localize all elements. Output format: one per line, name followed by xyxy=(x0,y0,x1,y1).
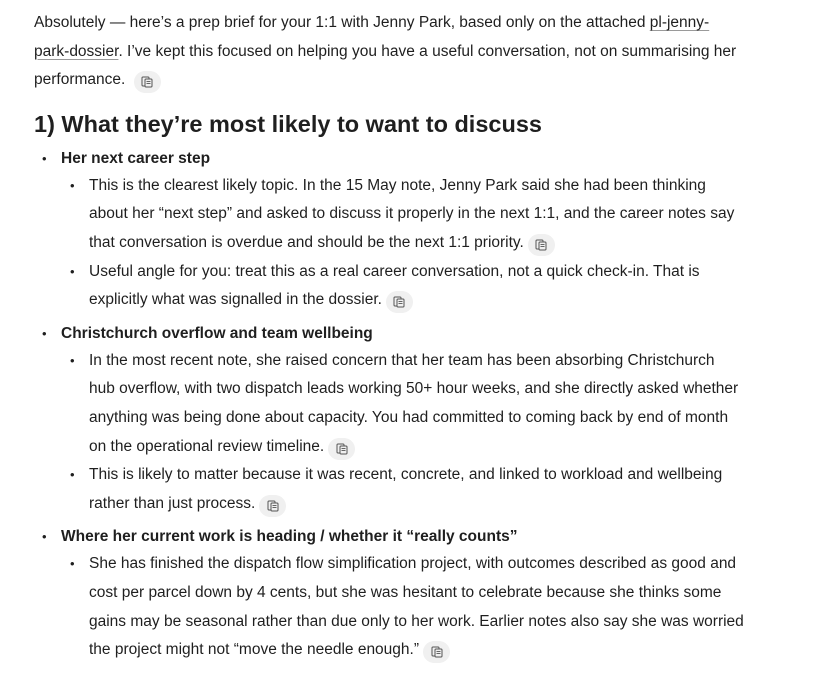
point-text: Useful angle for you: treat this as a real career conversation, not a quick check-in. That is explicitly what was signalled in the dossier. xyxy=(89,262,700,309)
topic-item xyxy=(34,320,744,519)
citation-button[interactable] xyxy=(423,641,450,663)
point-item xyxy=(61,258,744,315)
document-citation-icon xyxy=(336,443,348,455)
citation-button[interactable] xyxy=(328,438,355,460)
intro-text-after: . I’ve kept this focused on helping you have a useful conversation, not on summarising her performance. xyxy=(34,42,737,89)
intro-text-before: Absolutely — here’s a prep brief for your 1:1 with Jenny Park, based only on the attached xyxy=(34,14,650,31)
point-item xyxy=(61,172,744,258)
topic-list xyxy=(34,145,744,665)
point-item xyxy=(61,347,744,461)
point-item xyxy=(61,550,744,664)
citation-button[interactable] xyxy=(528,234,555,256)
point-text: In the most recent note, she raised concern that her team has been absorbing Christchurch hub overflow, with two dispatch leads working 50+ hour weeks, and she directly asked whether anything was being done about capacity. You had committed to coming back by end of month on the operational review timeline. xyxy=(89,351,739,455)
document-citation-icon xyxy=(141,76,153,88)
point-text: This is likely to matter because it was recent, concrete, and linked to workload and wellbeing rather than just process. xyxy=(89,466,723,512)
response-message xyxy=(34,9,744,670)
topic-title: • Her next career step xyxy=(61,149,211,167)
topic-title: • Where her current work is heading / whether it “really counts” xyxy=(61,528,518,546)
section-heading: 1) What they’re most likely to want to discuss xyxy=(34,110,542,137)
citation-button[interactable] xyxy=(386,291,413,313)
document-citation-icon xyxy=(431,646,443,658)
point-list xyxy=(61,172,744,315)
point-text: This is the clearest likely topic. In the 15 May note, Jenny Park said she had been thinking about her “next step” and asked to discuss it properly in the next 1:1, and the career notes say that conversation is overdue and should be the next 1:1 priority. xyxy=(89,176,735,251)
dossier-link[interactable]: pl-jenny-park-dossier xyxy=(34,14,710,60)
topic-item xyxy=(34,523,744,664)
citation-button[interactable] xyxy=(134,71,161,93)
citation-button[interactable] xyxy=(259,495,286,517)
point-item xyxy=(61,461,744,518)
intro-paragraph xyxy=(34,9,744,95)
point-list xyxy=(61,550,744,664)
point-list xyxy=(61,347,744,519)
point-text: She has finished the dispatch flow simplification project, with outcomes described as good and cost per parcel down by 4 cents, but she was hesitant to celebrate because she thinks some gains may be seasonal rather than due only to her work. Earlier notes also say she was worried the project might not “move the needle enough.” xyxy=(89,555,744,659)
document-citation-icon xyxy=(535,239,547,251)
document-citation-icon xyxy=(393,296,405,308)
topic-title: • Christchurch overflow and team wellbeing xyxy=(61,324,373,342)
document-citation-icon xyxy=(267,500,279,512)
topic-item xyxy=(34,145,744,315)
